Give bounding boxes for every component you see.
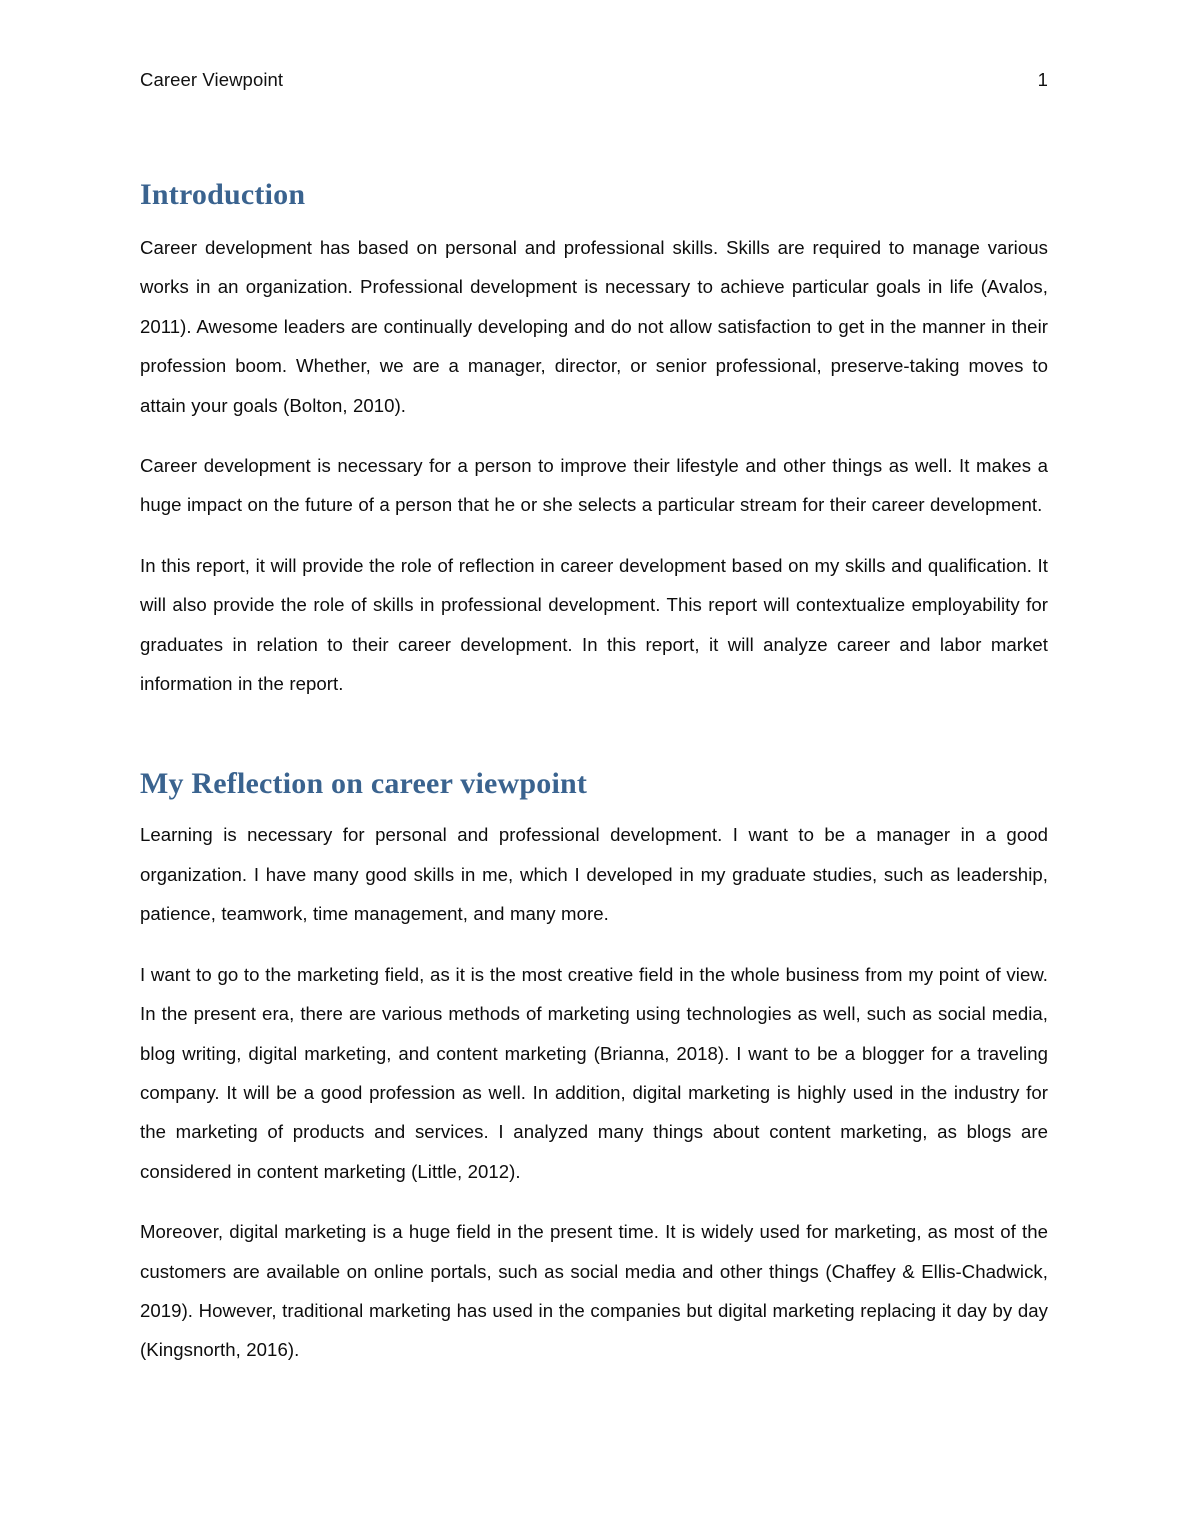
running-header <box>140 68 1048 92</box>
paragraph: Learning is necessary for personal and professional development. I want to be a manager in a good organization. I have many good skills in me, which I developed in my graduate studies, such as leadership, patience, teamwork, time management, and many more. <box>140 824 1048 925</box>
paragraph: I want to go to the marketing field, as it is the most creative field in the whole business from my point of view. In the present era, there are various methods of marketing using technologies as well, such as social media, blog writing, digital marketing, and content marketing (Brianna, 2018). I want to be a blogger for a traveling company. It will be a good profession as well. In addition, digital marketing is highly used in the industry for the marketing of products and services. I analyzed many things about content marketing, as blogs are considered in content marketing (Little, 2012). <box>140 963 1048 1182</box>
paragraph: Moreover, digital marketing is a huge field in the present time. It is widely used for marketing, as most of the customers are available on online portals, such as social media and other things (Chaffey & Ellis-Chadwick, 2019). However, traditional marketing has used in the companies but digital marketing replacing it day by day (Kingsnorth, 2016). <box>140 1221 1048 1361</box>
paragraph: In this report, it will provide the role of reflection in career development based on my skills and qualification. It will also provide the role of skills in professional development. This report will contextualize employability for graduates in relation to their career development. In this report, it will analyze career and labor market information in the report. <box>140 554 1048 695</box>
document-body <box>140 176 1048 1370</box>
section-heading-introduction: Introduction <box>140 178 306 211</box>
header-page-number: 1 <box>1037 69 1048 90</box>
paragraph: Career development has based on personal and professional skills. Skills are required to manage various works in an organization. Professional development is necessary to achieve particular goals in life (Avalos, 2011). Awesome leaders are continually developing and do not allow satisfaction to get in the manner in their profession boom. Whether, we are a manager, director, or senior professional, preserve-taking moves to attain your goals (Bolton, 2010). <box>140 237 1048 416</box>
section-heading-my-reflection-on-career-viewpoint: My Reflection on career viewpoint <box>140 767 588 801</box>
paragraph: Career development is necessary for a person to improve their lifestyle and other things as well. It makes a huge impact on the future of a person that he or she selects a particular stream for their career development. <box>140 455 1048 516</box>
header-document-title: Career Viewpoint <box>140 69 284 90</box>
